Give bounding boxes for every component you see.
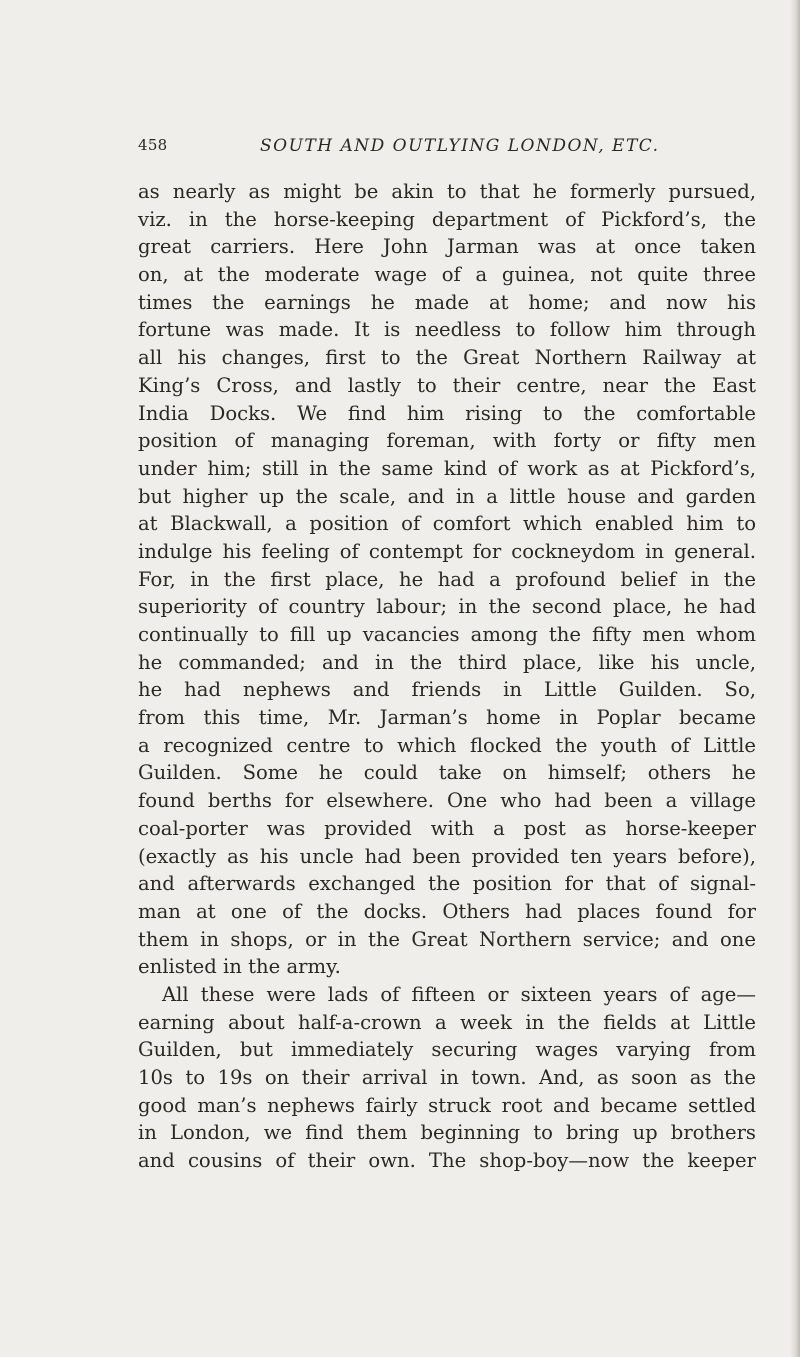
text-line: all his changes, first to the Great Northern Railway at xyxy=(138,346,756,370)
text-line: viz. in the horse-keeping department of Pickford’s, the xyxy=(138,207,756,231)
page-number: 458 xyxy=(138,136,168,154)
text-line: at Blackwall, a position of comfort which enabled him to xyxy=(138,512,756,536)
text-line: 10s to 19s on their arrival in town. And, as soon as the xyxy=(138,1066,756,1089)
text-line: in London, we find them beginning to bring up brothers xyxy=(138,1121,756,1145)
text-line: superiority of country labour; in the second place, he had xyxy=(138,595,756,619)
text-line: he commanded; and in the third place, like his uncle, xyxy=(138,650,756,674)
text-line: coal-porter was provided with a post as horse-keeper xyxy=(138,816,756,840)
page-header xyxy=(138,136,698,160)
text-line: indulge his feeling of contempt for cockneydom in general. xyxy=(138,539,756,563)
text-line: but higher up the scale, and in a little house and garden xyxy=(138,484,756,508)
text-line: Guilden. Some he could take on himself; others he xyxy=(138,761,756,785)
text-line: a recognized centre to which flocked the youth of Little xyxy=(138,733,756,757)
text-line: continually to fill up vacancies among the fifty men whom xyxy=(138,623,756,646)
text-line: and afterwards exchanged the position for that of signal- xyxy=(138,872,756,896)
text-line: on, at the moderate wage of a guinea, not quite three xyxy=(138,263,756,287)
text-line: fortune was made. It is needless to follow him through xyxy=(138,318,756,342)
text-line: found berths for elsewhere. One who had been a village xyxy=(138,789,756,813)
running-head: SOUTH AND OUTLYING LONDON, ETC. xyxy=(260,136,660,156)
text-line: them in shops, or in the Great Northern service; and one xyxy=(138,927,756,951)
text-line: All these were lads of fifteen or sixteen years of age— xyxy=(162,982,756,1006)
text-line: and cousins of their own. The shop-boy—now the keeper xyxy=(138,1149,756,1173)
text-line: For, in the first place, he had a profound belief in the xyxy=(138,567,756,591)
body-text xyxy=(138,178,756,1175)
page-edge-shadow xyxy=(790,0,800,1357)
text-line: King’s Cross, and lastly to their centre, near the East xyxy=(138,373,756,397)
text-line: good man’s nephews fairly struck root and became settled xyxy=(138,1093,756,1117)
text-line: he had nephews and friends in Little Guilden. So, xyxy=(138,678,756,702)
text-line: times the earnings he made at home; and now his xyxy=(138,290,756,314)
text-line: India Docks. We find him rising to the comfortable xyxy=(138,401,756,425)
text-line: from this time, Mr. Jarman’s home in Poplar became xyxy=(138,706,756,730)
text-line: under him; still in the same kind of work as at Pickford’s, xyxy=(138,456,756,480)
text-line: earning about half-a-crown a week in the fields at Little xyxy=(138,1010,756,1034)
text-line: man at one of the docks. Others had places found for xyxy=(138,899,756,923)
text-line: as nearly as might be akin to that he formerly pursued, xyxy=(138,180,756,203)
text-line: (exactly as his uncle had been provided ten years before), xyxy=(138,844,756,868)
text-line: Guilden, but immediately securing wages varying from xyxy=(138,1038,756,1062)
text-line: position of managing foreman, with forty or fifty men xyxy=(138,429,756,453)
text-line: enlisted in the army. xyxy=(138,955,341,979)
text-line: great carriers. Here John Jarman was at once taken xyxy=(138,235,756,259)
